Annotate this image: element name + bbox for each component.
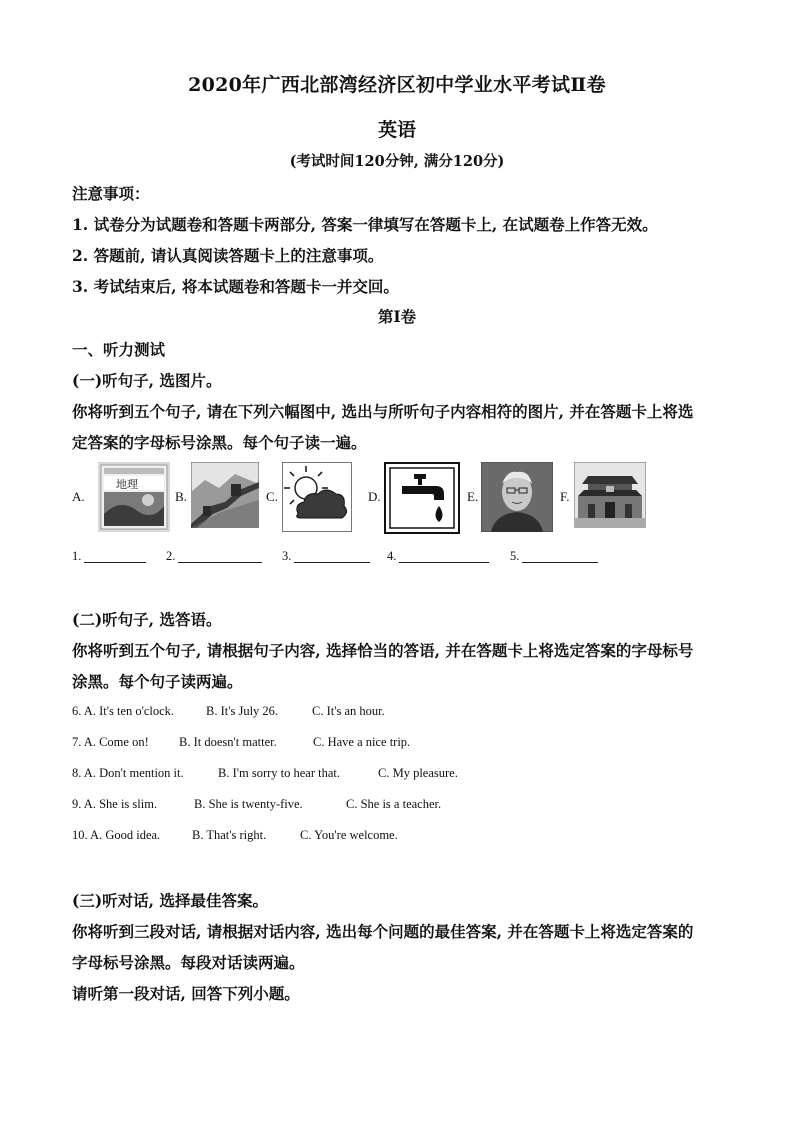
book-cover-text: 地理	[116, 478, 138, 491]
question-6	[72, 704, 385, 719]
option-c[interactable]: C. She is a teacher.	[346, 797, 442, 811]
option-c[interactable]: C. Have a nice trip.	[313, 735, 411, 749]
answer-blank-2[interactable]: 2.	[166, 548, 262, 564]
exam-title: 2020年广西北部湾经济区初中学业水平考试Ⅱ卷	[188, 74, 606, 96]
option-b[interactable]: B. That's right.	[192, 828, 267, 842]
portrait-image	[481, 462, 553, 532]
note-item-1: 1. 试卷分为试题卷和答题卡两部分, 答案一律填写在答题卡上, 在试题卷上作答无效。	[72, 215, 658, 234]
answer-blank-1[interactable]: 1.	[72, 548, 146, 564]
option-b[interactable]: B. She is twenty-five.	[194, 797, 303, 811]
sub3-heading: (三)听对话, 选择最佳答案。	[72, 891, 268, 910]
option-c[interactable]: C. It's an hour.	[312, 704, 385, 718]
option-a[interactable]: 6. A. It's ten o'clock.	[72, 704, 175, 718]
water-tap-icon	[384, 462, 460, 534]
sun-cloud-icon	[282, 462, 352, 532]
question-8	[72, 766, 458, 781]
option-b[interactable]: B. It's July 26.	[206, 704, 279, 718]
sub3-instruction-3: 请听第一段对话, 回答下列小题。	[72, 984, 300, 1003]
option-c[interactable]: C. My pleasure.	[378, 766, 458, 780]
note-item-3: 3. 考试结束后, 将本试题卷和答题卡一并交回。	[72, 277, 399, 296]
sub3-instruction-2: 字母标号涂黑。每段对话读两遍。	[72, 953, 305, 972]
answer-blank-4[interactable]: 4.	[387, 548, 489, 564]
option-b[interactable]: B. It doesn't matter.	[179, 735, 277, 749]
sub1-instruction-1: 你将听到五个句子, 请在下列六幅图中, 选出与所听句子内容相符的图片, 并在答题卡上将选	[72, 402, 694, 421]
part-title: 第I卷	[377, 307, 417, 326]
notes-heading: 注意事项：	[72, 184, 150, 203]
tiananmen-image	[574, 462, 646, 528]
exam-info: (考试时间120分钟, 满分120分)	[289, 153, 505, 170]
answer-blank-5[interactable]: 5.	[510, 548, 598, 564]
sub2-heading: (二)听句子, 选答语。	[72, 610, 222, 629]
book-cover-image	[98, 462, 170, 532]
sub1-heading: (一)听句子, 选图片。	[72, 371, 222, 390]
picture-letter: F.	[560, 489, 570, 504]
question-10	[72, 828, 398, 843]
sub1-instruction-2: 定答案的字母标号涂黑。每个句子读一遍。	[72, 433, 367, 452]
option-a[interactable]: 8. A. Don't mention it.	[72, 766, 184, 780]
option-a[interactable]: 10. A. Good idea.	[72, 828, 161, 842]
picture-options	[72, 462, 672, 534]
note-item-2: 2. 答题前, 请认真阅读答题卡上的注意事项。	[72, 246, 384, 265]
picture-letter: A.	[72, 489, 85, 504]
option-a[interactable]: 7. A. Come on!	[72, 735, 149, 749]
sub2-instruction-2: 涂黑。每个句子读两遍。	[72, 672, 243, 691]
picture-letter: D.	[368, 489, 381, 504]
picture-letter: B.	[175, 489, 187, 504]
question-9	[72, 797, 441, 812]
answer-blank-3[interactable]: 3.	[282, 548, 370, 564]
picture-letter: C.	[266, 489, 278, 504]
picture-letter: E.	[467, 489, 479, 504]
sub2-instruction-1: 你将听到五个句子, 请根据句子内容, 选择恰当的答语, 并在答题卡上将选定答案的字母标号	[72, 641, 694, 660]
section1-heading: 一、听力测试	[72, 340, 166, 359]
option-b[interactable]: B. I'm sorry to hear that.	[218, 766, 341, 780]
question-7	[72, 735, 410, 750]
great-wall-image	[191, 462, 259, 528]
sub3-instruction-1: 你将听到三段对话, 请根据对话内容, 选出每个问题的最佳答案, 并在答题卡上将选定答案的	[72, 922, 694, 941]
subject-title: 英语	[377, 119, 416, 141]
option-c[interactable]: C. You're welcome.	[300, 828, 398, 842]
option-a[interactable]: 9. A. She is slim.	[72, 797, 158, 811]
